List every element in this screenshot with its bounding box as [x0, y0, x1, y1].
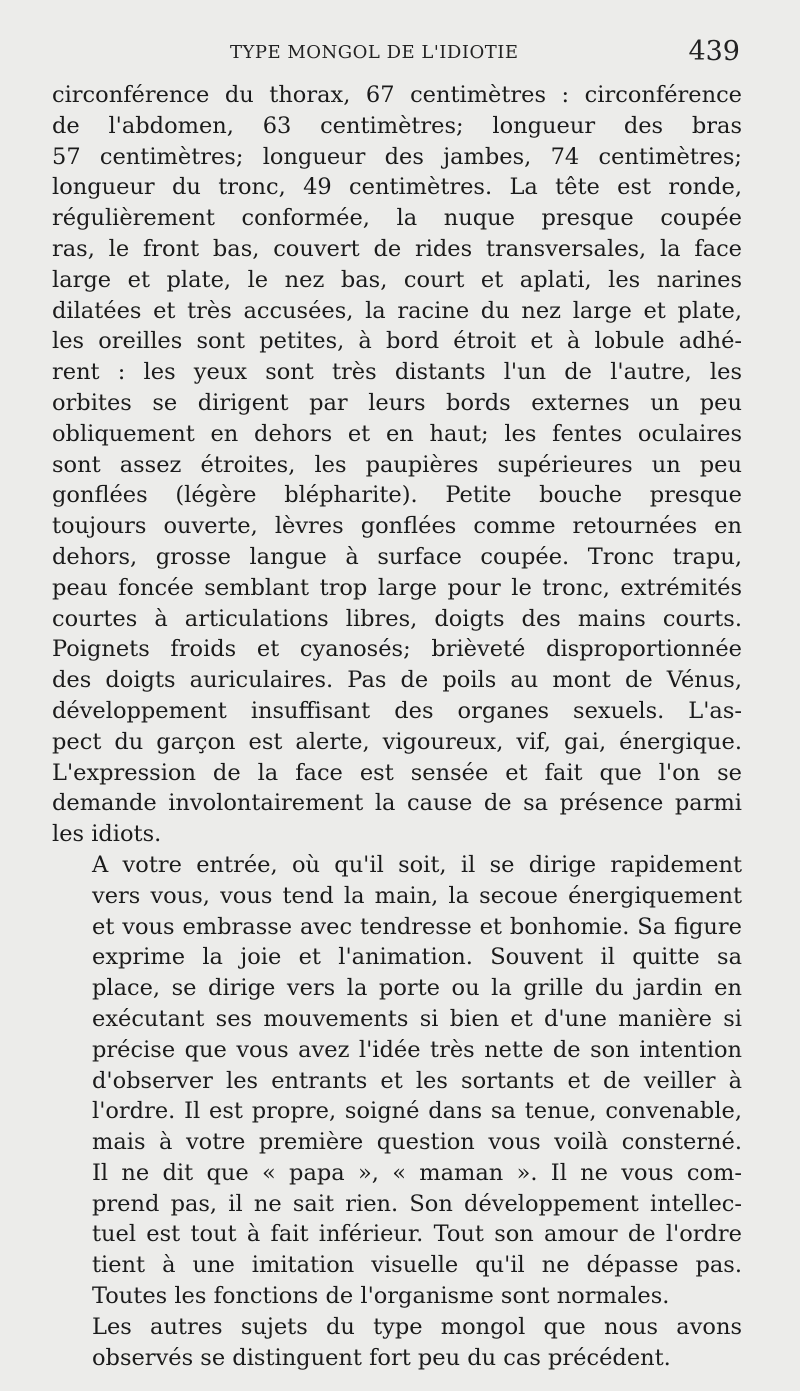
text-line: demande involontairement la cause de sa présence parmi: [52, 790, 742, 817]
text-line: de l'abdomen, 63 centimètres; longueur des bras: [52, 112, 742, 139]
text-line: gonflées (légère blépharite). Petite bouche presque: [52, 482, 742, 509]
text-line: tient à une imitation visuelle qu'il ne dépasse pas.: [92, 1252, 742, 1279]
text-line: pect du garçon est alerte, vigoureux, vif, gai, énergique.: [52, 728, 742, 755]
text-line: et vous embrasse avec tendresse et bonhomie. Sa figure: [92, 913, 742, 940]
page-header: [0, 32, 800, 72]
text-line: vers vous, vous tend la main, la secoue énergiquement: [92, 882, 742, 909]
text-line: ras, le front bas, couvert de rides transversales, la face: [52, 235, 742, 262]
text-line: Poignets froids et cyanosés; brièveté disproportionnée: [52, 636, 742, 663]
text-line: dilatées et très accusées, la racine du nez large et plate,: [52, 297, 742, 324]
text-line: longueur du tronc, 49 centimètres. La tête est ronde,: [52, 174, 742, 201]
text-line: circonférence du thorax, 67 centimètres : circonférence: [52, 82, 742, 108]
text-line: toujours ouverte, lèvres gonflées comme retournées en: [52, 513, 742, 540]
text-line: Les autres sujets du type mongol que nous avons: [92, 1313, 742, 1340]
text-line: peau foncée semblant trop large pour le tronc, extrémités: [52, 574, 742, 601]
text-line: rent : les yeux sont très distants l'un de l'autre, les: [52, 359, 742, 386]
text-line: sont assez étroites, les paupières supérieures un peu: [52, 451, 742, 478]
text-line: les idiots.: [52, 821, 162, 848]
text-line: prend pas, il ne sait rien. Son développement intellec-: [92, 1190, 742, 1217]
paragraph-other-subjects: [52, 1312, 742, 1374]
text-line: l'ordre. Il est propre, soigné dans sa tenue, convenable,: [92, 1098, 742, 1125]
text-line: mais à votre première question vous voilà consterné.: [92, 1129, 742, 1156]
text-line: place, se dirige vers la porte ou la grille du jardin en: [92, 975, 742, 1002]
text-line: dehors, grosse langue à surface coupée. Tronc trapu,: [52, 543, 742, 570]
text-line: observés se distinguent fort peu du cas précédent.: [92, 1344, 671, 1371]
running-title: TYPE MONGOL DE L'IDIOTIE: [230, 42, 519, 63]
page-body: [52, 80, 742, 1373]
text-line: des doigts auriculaires. Pas de poils au mont de Vénus,: [52, 667, 742, 694]
text-line: 57 centimètres; longueur des jambes, 74 centimètres;: [52, 143, 742, 170]
text-line: courtes à articulations libres, doigts des mains courts.: [52, 605, 742, 632]
page-number: 439: [688, 36, 740, 67]
text-line: Toutes les fonctions de l'organisme sont normales.: [92, 1283, 670, 1310]
text-line: précise que vous avez l'idée très nette de son intention: [92, 1036, 742, 1063]
text-line: L'expression de la face est sensée et fait que l'on se: [52, 759, 742, 786]
text-line: régulièrement conformée, la nuque presque coupée: [52, 205, 742, 232]
paragraph-behavior: [52, 850, 742, 1312]
text-line: d'observer les entrants et les sortants et de veiller à: [92, 1067, 742, 1094]
text-line: large et plate, le nez bas, court et aplati, les narines: [52, 266, 742, 293]
paragraph-thorax-measurements: [52, 80, 742, 850]
text-line: exécutant ses mouvements si bien et d'une manière si: [92, 1005, 742, 1032]
text-line: obliquement en dehors et en haut; les fentes oculaires: [52, 420, 742, 447]
text-line: Il ne dit que « papa », « maman ». Il ne vous com-: [92, 1159, 742, 1186]
text-line: tuel est tout à fait inférieur. Tout son amour de l'ordre: [92, 1221, 742, 1248]
text-line: exprime la joie et l'animation. Souvent il quitte sa: [92, 944, 742, 971]
text-line: les oreilles sont petites, à bord étroit et à lobule adhé-: [52, 328, 742, 355]
text-line: orbites se dirigent par leurs bords externes un peu: [52, 389, 742, 416]
text-line: développement insuffisant des organes sexuels. L'as-: [52, 697, 742, 724]
text-line: A votre entrée, où qu'il soit, il se dirige rapidement: [92, 851, 742, 878]
